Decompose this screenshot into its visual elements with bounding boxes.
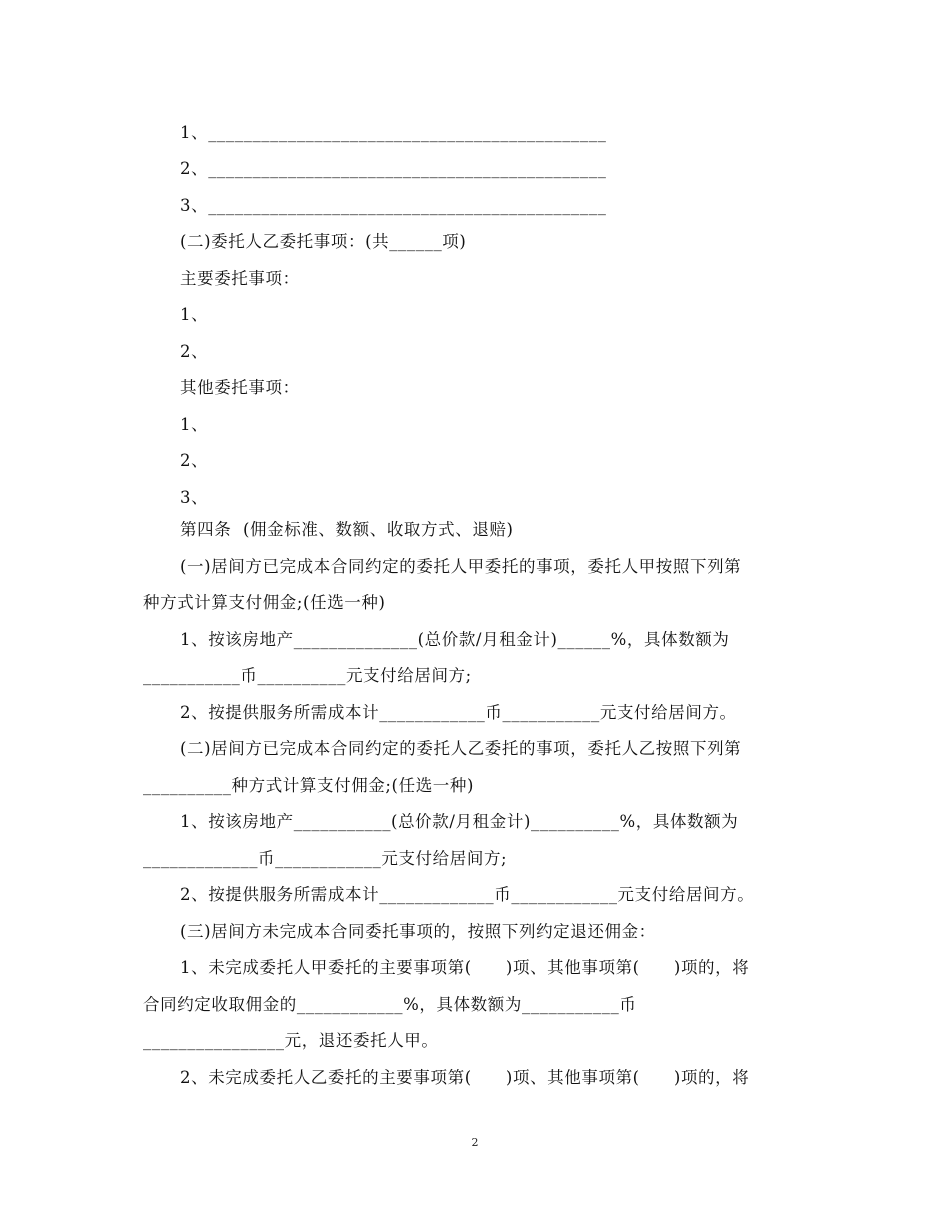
list-item: 3、	[180, 488, 209, 507]
blank-item-line-1: 1、_____________________________________________	[180, 123, 607, 142]
list-item: 1、	[180, 415, 209, 434]
paragraph-line: 2、按提供服务所需成本计____________币___________元支付给居间方。	[180, 703, 737, 722]
section-heading-client-b: (二)委托人乙委托事项：(共______项)	[180, 232, 467, 251]
paragraph-line: ________________元，退还委托人甲。	[143, 1031, 439, 1050]
subheading-main-items: 主要委托事项：	[180, 269, 300, 288]
paragraph-line: 1、按该房地产______________(总价款/月租金计)______%，具体数额为	[180, 630, 730, 649]
subheading-other-items: 其他委托事项：	[180, 378, 300, 397]
paragraph-line: _____________币____________元支付给居间方;	[143, 849, 508, 868]
paragraph-line: (二)居间方已完成本合同约定的委托人乙委托的事项，委托人乙按照下列第	[180, 739, 742, 758]
paragraph-line: 1、未完成委托人甲委托的主要事项第( )项、其他事项第( )项的，将	[180, 958, 750, 977]
list-item: 2、	[180, 451, 209, 470]
paragraph-line: 合同约定收取佣金的____________%，具体数额为___________币	[143, 995, 637, 1014]
list-item: 1、	[180, 305, 209, 324]
paragraph-line: 1、按该房地产___________(总价款/月租金计)__________%，具体数额为	[180, 812, 739, 831]
article-heading: 第四条 (佣金标准、数额、收取方式、退赔)	[180, 520, 514, 539]
paragraph-line: ___________币__________元支付给居间方;	[143, 666, 472, 685]
blank-item-line-3: 3、_____________________________________________	[180, 196, 607, 215]
paragraph-line: (一)居间方已完成本合同约定的委托人甲委托的事项，委托人甲按照下列第	[180, 557, 742, 576]
paragraph-line: 种方式计算支付佣金;(任选一种)	[143, 593, 386, 612]
paragraph-line: (三)居间方未完成本合同委托事项的，按照下列约定退还佣金：	[180, 922, 656, 941]
paragraph-line: 2、按提供服务所需成本计_____________币____________元支付给居间方。	[180, 885, 755, 904]
page-number: 2	[471, 1136, 479, 1149]
list-item: 2、	[180, 342, 209, 361]
paragraph-line: 2、未完成委托人乙委托的主要事项第( )项、其他事项第( )项的，将	[180, 1068, 750, 1087]
paragraph-line: __________种方式计算支付佣金;(任选一种)	[143, 776, 475, 795]
blank-item-line-2: 2、_____________________________________________	[180, 159, 607, 178]
